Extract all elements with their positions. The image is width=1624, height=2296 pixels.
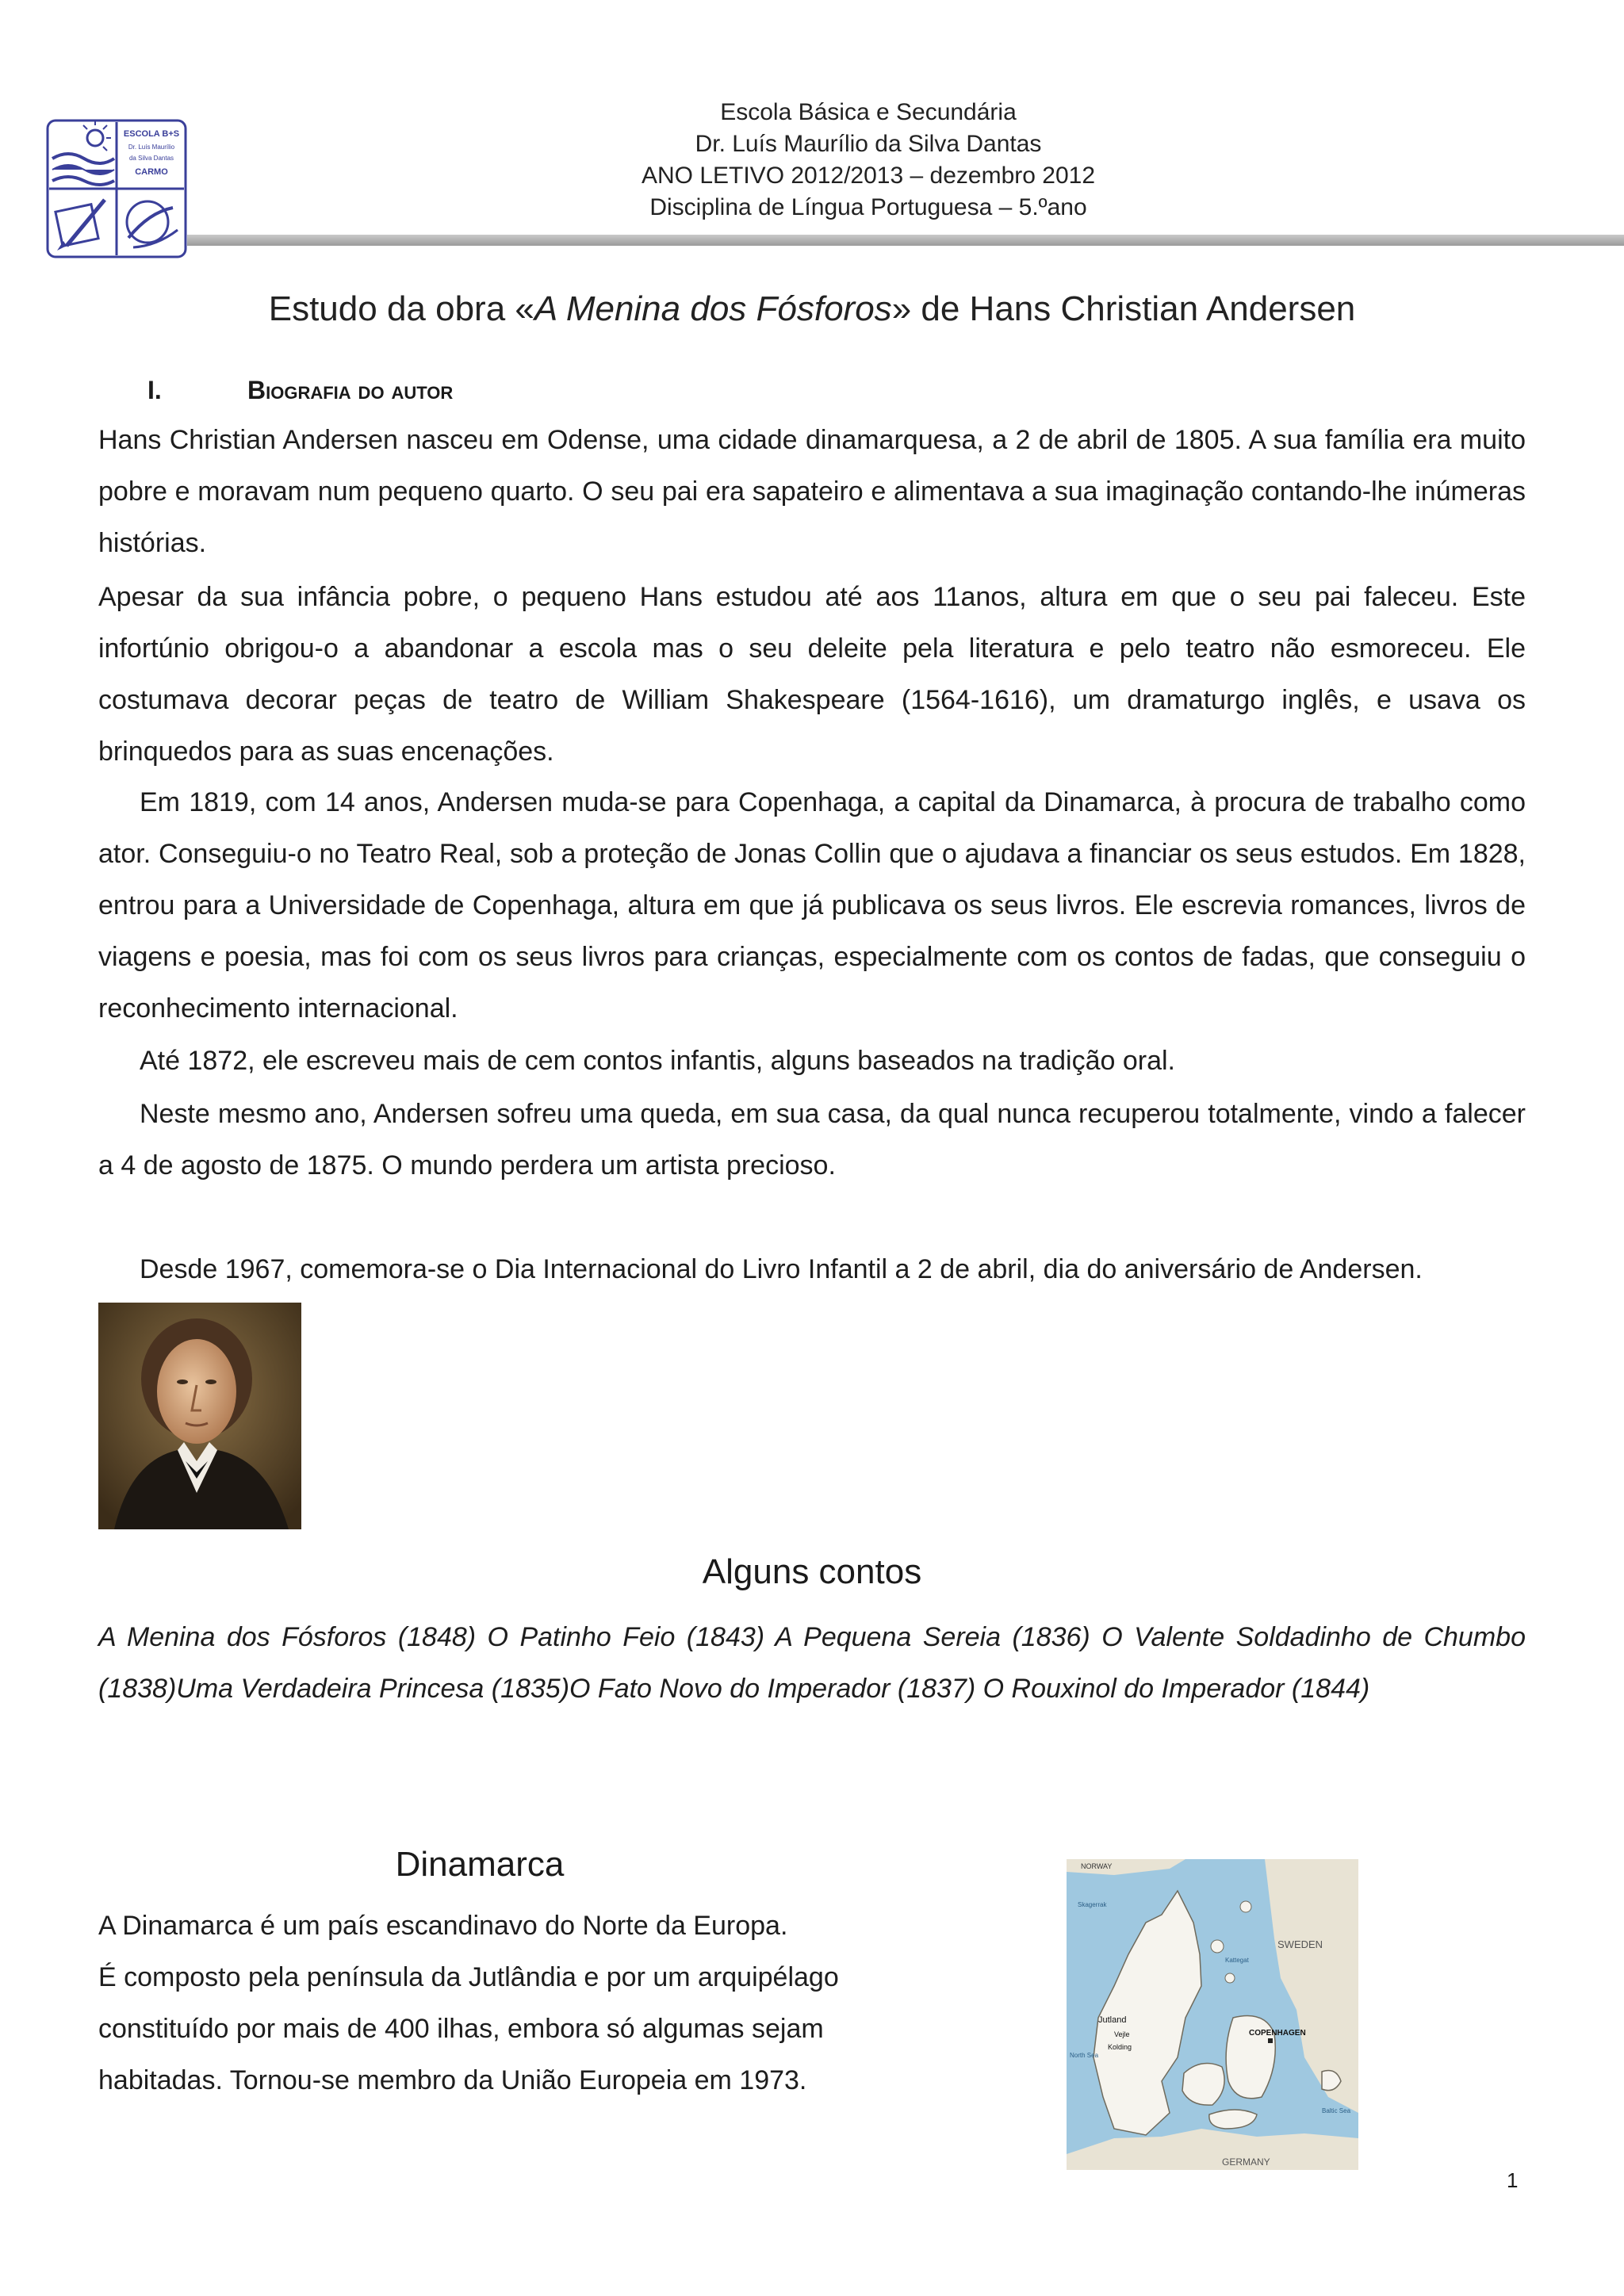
logo-text-1: ESCOLA B+S (123, 129, 180, 139)
logo-text-2: Dr. Luís Maurílio (128, 144, 175, 151)
denmark-map-icon (1067, 1859, 1358, 2170)
paragraph-copenhagen: Em 1819, com 14 anos, Andersen muda-se para Copenhaga, a capital da Dinamarca, à procura de trabalho como ator. Conseguiu-o no Teatro Real, sob a proteção de Jonas Collin que o ajudava a financiar os seus estudos. Em 1828, entrou para a Universidade de Copenhaga, altura em que já publicava os seus livros. Ele escrevia romances, livros de viagens e poesia, mas foi com os seus livros para crianças, especialmente com os contos de fadas, que conseguiu o reconhecimento internacional. (98, 787, 1526, 1024)
map-label-baltic-sea: Baltic Sea (1322, 2107, 1351, 2114)
dinamarca-line: habitadas. Tornou-se membro da União Europeia em 1973. (98, 2065, 807, 2095)
map-label-sweden: SWEDEN (1277, 1938, 1323, 1950)
dinamarca-line: É composto pela península da Jutlândia e por um arquipélago (98, 1962, 839, 1992)
contos-list: A Menina dos Fósforos (1848) O Patinho Feio (1843) A Pequena Sereia (1836) O Valente Soldadinho de Chumbo (1838)Uma Verdadeira Princesa (1835)O Fato Novo do Imperador (1837) O Rouxinol do Imperador (1844) (98, 1622, 1526, 1704)
map-label-norway: NORWAY (1081, 1862, 1113, 1870)
paragraph-tales: Até 1872, ele escreveu mais de cem contos infantis, alguns baseados na tradição oral. (140, 1046, 1175, 1076)
dinamarca-heading: Dinamarca (395, 1845, 565, 1884)
header-school-type: Escola Básica e Secundária (720, 99, 1017, 125)
dinamarca-line: A Dinamarca é um país escandinavo do Norte da Europa. (98, 1911, 788, 1941)
andersen-portrait-icon (98, 1303, 301, 1529)
header-school-year: ANO LETIVO 2012/2013 – dezembro 2012 (641, 163, 1096, 189)
header-divider (187, 235, 1624, 246)
school-logo (46, 119, 187, 258)
map-label-germany: GERMANY (1222, 2156, 1270, 2168)
page-number: 1 (1507, 2168, 1519, 2192)
contos-heading: Alguns contos (702, 1552, 922, 1591)
logo-text-4: CARMO (135, 167, 168, 177)
map-label-north-sea: North Sea (1070, 2052, 1099, 2059)
dinamarca-line: constituído por mais de 400 ilhas, embora só algumas sejam (98, 2014, 824, 2044)
dinamarca-paragraph (98, 1900, 939, 2107)
paragraph-childhood: Apesar da sua infância pobre, o pequeno Hans estudou até aos 11anos, altura em que o seu pai faleceu. Este infortúnio obrigou-o a abandonar a escola mas o seu deleite pela literatura e pelo teatro não esmoreceu. Ele costumava decorar peças de teatro de William Shakespeare (1564-1616), um dramaturgo inglês, e usava os brinquedos para as suas encenações. (98, 582, 1526, 767)
title-suffix: » de Hans Christian Andersen (891, 289, 1356, 328)
section-title: Biografia do autor (247, 376, 454, 404)
paragraph-birth: Hans Christian Andersen nasceu em Odense, uma cidade dinamarquesa, a 2 de abril de 1805. A sua família era muito pobre e moravam num pequeno quarto. O seu pai era sapateiro e alimentava a sua imaginação contando-lhe inúmeras histórias. (98, 425, 1526, 558)
paragraph-book-day: Desde 1967, comemora-se o Dia Internacional do Livro Infantil a 2 de abril, dia do aniversário de Andersen. (140, 1254, 1423, 1284)
document-title (98, 285, 1526, 333)
logo-text-3: da Silva Dantas (128, 155, 174, 162)
title-work: A Menina dos Fósforos (534, 289, 892, 328)
map-label-copenhagen: COPENHAGEN (1249, 2029, 1306, 2038)
title-prefix: Estudo da obra « (268, 289, 534, 328)
paragraph-death: Neste mesmo ano, Andersen sofreu uma queda, em sua casa, da qual nunca recuperou totalmente, vindo a falecer a 4 de agosto de 1875. O mundo perdera um artista precioso. (98, 1099, 1526, 1181)
map-label-kolding: Kolding (1108, 2043, 1132, 2051)
header-subject: Disciplina de Língua Portuguesa – 5.ºano (649, 194, 1087, 220)
header-school-name: Dr. Luís Maurílio da Silva Dantas (695, 131, 1042, 157)
school-header (555, 97, 1182, 224)
map-label-jutland: Jutland (1098, 2015, 1127, 2025)
map-label-skagerrak: Skagerrak (1078, 1901, 1107, 1908)
map-label-vejle: Vejle (1114, 2030, 1130, 2038)
section-number: I. (147, 376, 162, 404)
map-label-kattegat: Kattegat (1225, 1957, 1249, 1964)
